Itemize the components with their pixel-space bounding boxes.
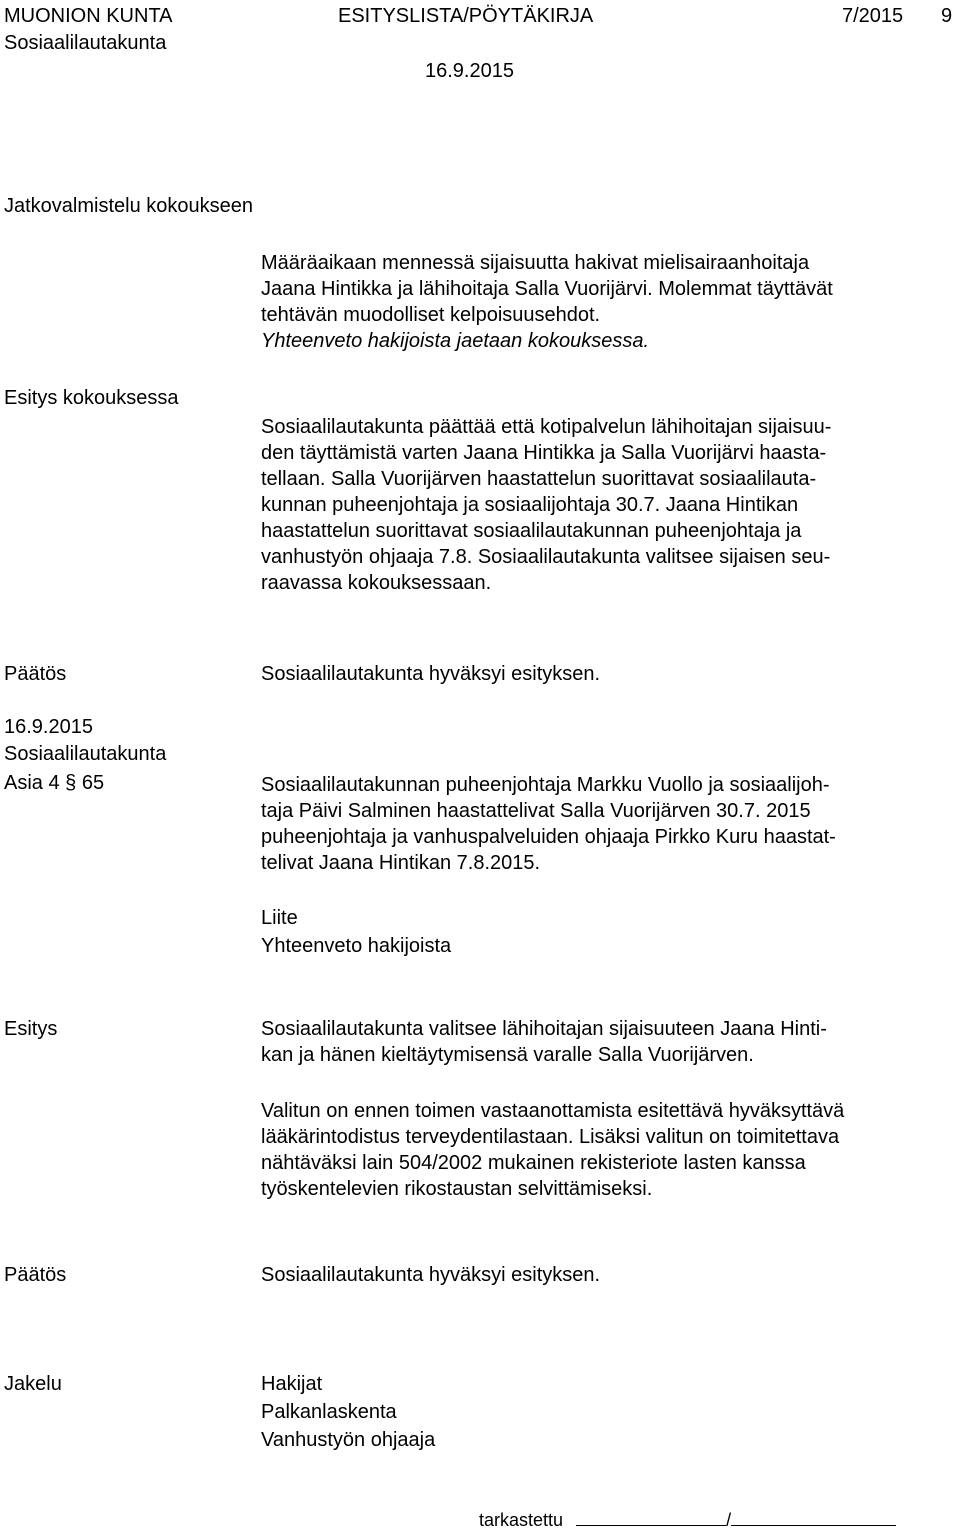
- document-type: ESITYSLISTA/PÖYTÄKIRJA: [338, 5, 594, 27]
- proposal-label: Esitys kokouksessa: [4, 387, 179, 409]
- signature-separator: /: [726, 1510, 732, 1530]
- text-line: Valitun on ennen toimen vastaanottamista esitettävä hyväksyttävä: [261, 1100, 845, 1122]
- text-line: vanhustyön ohjaaja 7.8. Sosiaalilautakunta valitsee sijaisen seu-: [261, 546, 831, 568]
- checked-label: tarkastettu: [479, 1510, 564, 1530]
- interview-text: [261, 772, 958, 876]
- distribution-recipient: Palkanlaskenta: [261, 1401, 397, 1423]
- decision-label: Päätös: [4, 1264, 67, 1286]
- municipality-name: MUONION KUNTA: [4, 5, 173, 27]
- distribution-label: Jakelu: [4, 1373, 62, 1395]
- distribution-recipient: Hakijat: [261, 1373, 323, 1395]
- section-title: Jatkovalmistelu kokoukseen: [4, 195, 254, 217]
- text-line: tehtävän muodolliset kelpoisuusehdot.: [261, 304, 601, 326]
- text-line: Sosiaalilautakunta valitsee lähihoitajan sijaisuuteen Jaana Hinti-: [261, 1018, 827, 1040]
- agenda-item-number: Asia 4 § 65: [4, 772, 105, 794]
- preparation-text: [261, 250, 958, 354]
- text-line: haastattelun suorittavat sosiaalilautakunnan puheenjohtaja ja: [261, 520, 802, 542]
- decision-label: Päätös: [4, 663, 67, 685]
- text-line: työskentelevien rikostaustan selvittämiseksi.: [261, 1178, 653, 1200]
- text-line: kan ja hänen kieltäytymisensä varalle Salla Vuorijärven.: [261, 1044, 754, 1066]
- decision-text: Sosiaalilautakunta hyväksyi esityksen.: [261, 1264, 601, 1286]
- board-name: Sosiaalilautakunta: [4, 32, 167, 54]
- page-number: 9: [941, 5, 953, 27]
- text-line: tellaan. Salla Vuorijärven haastattelun suorittavat sosiaalilauta-: [261, 468, 817, 490]
- text-line: Sosiaalilautakunnan puheenjohtaja Markku Vuollo ja sosiaalijoh-: [261, 774, 830, 796]
- text-line: lääkärintodistus terveydentilastaan. Lisäksi valitun on toimitettava: [261, 1126, 840, 1148]
- text-line: taja Päivi Salminen haastattelivat Salla Vuorijärven 30.7. 2015: [261, 800, 811, 822]
- proposal-text: [261, 1016, 958, 1068]
- section-board: Sosiaalilautakunta: [4, 743, 167, 765]
- signature-line: [576, 1509, 726, 1526]
- text-line: kunnan puheenjohtaja ja sosiaalijohtaja 30.7. Jaana Hintikan: [261, 494, 799, 516]
- text-line: puheenjohtaja ja vanhuspalveluiden ohjaaja Pirkko Kuru haastat-: [261, 826, 836, 848]
- text-line: Sosiaalilautakunta päättää että kotipalvelun lähihoitajan sijaisuu-: [261, 416, 832, 438]
- attachment-name: Yhteenveto hakijoista: [261, 935, 452, 957]
- conditions-text: [261, 1098, 958, 1202]
- issue-number: 7/2015: [842, 5, 904, 27]
- text-line-italic: Yhteenveto hakijoista jaetaan kokouksessa.: [261, 330, 650, 352]
- section-date: 16.9.2015: [4, 716, 93, 738]
- meeting-date: 16.9.2015: [425, 60, 514, 82]
- proposal-label: Esitys: [4, 1018, 58, 1040]
- text-line: Määräaikaan mennessä sijaisuutta hakivat mielisairaanhoitaja: [261, 252, 810, 274]
- signature-line: [731, 1509, 896, 1526]
- proposal-text: [261, 414, 958, 596]
- text-line: nähtäväksi lain 504/2002 mukainen rekisteriote lasten kanssa: [261, 1152, 806, 1174]
- text-line: telivat Jaana Hintikan 7.8.2015.: [261, 852, 541, 874]
- attachment-label: Liite: [261, 907, 298, 929]
- decision-text: Sosiaalilautakunta hyväksyi esityksen.: [261, 663, 601, 685]
- checked-by: [479, 1507, 896, 1533]
- distribution-recipient: Vanhustyön ohjaaja: [261, 1429, 436, 1451]
- text-line: den täyttämistä varten Jaana Hintikka ja Salla Vuorijärvi haasta-: [261, 442, 827, 464]
- text-line: Jaana Hintikka ja lähihoitaja Salla Vuorijärvi. Molemmat täyttävät: [261, 278, 833, 300]
- text-line: raavassa kokouksessaan.: [261, 572, 492, 594]
